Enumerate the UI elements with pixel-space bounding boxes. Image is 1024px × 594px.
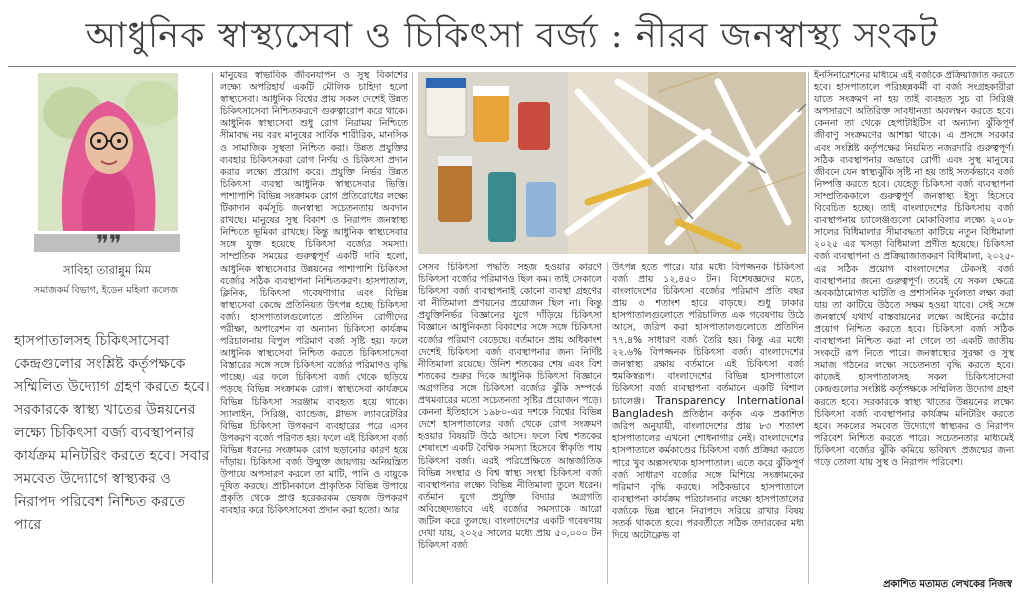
article-column-3 (612, 262, 804, 590)
opinion-disclaimer: প্রকাশিত মতামত লেখকের নিজস্ব (883, 579, 1012, 590)
author-name: সাবিহা তারান্নুম মিম (63, 263, 151, 277)
medical-waste-photo (418, 72, 806, 254)
author-department: সমাজকর্ম বিভাগ, ইডেন মহিলা কলেজ (33, 285, 179, 296)
column-divider (808, 72, 809, 584)
article-column-2: সেসব চিকিৎসা পদ্ধতি সহজ হওয়ার কারণে চিকিৎসা বর্জ্যের পরিমাণও ছিল কম। তাই সেকালে চিকিৎসা বর্জ্য ব্যবস্থাপনাই কোনো ব্যবস্থা গ্রহণের বা নীতিমালা প্রণয়নের প্রয়োজন ছিল না। কিন্তু প্রযুক্তিনির্ভর বিজ্ঞানের যুগে দাঁড়িয়ে চিকিৎসা বিজ্ঞানে আধুনিকতা বিকাশের সঙ্গে সঙ্গে চিকিৎসা বর্জ্যের পরিমাণ বেড়েছে। বর্তমানে প্রায় অধিকাংশ দেশেই চিকিৎসা বর্জ্য ব্যবস্থাপনার জন্য নির্দিষ্ট নীতিমালা রয়েছে। উনিশ শতকের শেষ এবং বিশ শতকের শুরুর দিকে আধুনিক চিকিৎসা বিজ্ঞানে অগ্রগতির সঙ্গে চিকিৎসা বর্জ্যের ঝুঁকি সম্পর্কে প্রথমবারের মতো সচেতনতা সৃষ্টির প্রয়োজন পড়ে। কেননা ইতিহাসে ১৯৮০-এর দশকে বিশ্বের বিভিন্ন দেশে হাসপাতালের বর্জ্য থেকে রোগ সংক্রমণ হওয়ার বিষয়টি উঠে আসে। ফলে বিশ্ব শতকের শেষাংশে একটি বৈশ্বিক সমস্যা হিসেবে স্বীকৃতি পায় চিকিৎসা বর্জ্য। এরই পরিপ্রেক্ষিতে আন্তর্জাতিক বিভিন্ন সংস্থার ও বিশ্ব স্বাস্থ্য সংস্থা চিকিৎসা বর্জ্য ব্যবস্থাপনার লক্ষ্যে বিভিন্ন নীতিমালা তুলে ধরেন। বর্তমান যুগে প্রযুক্তি বিদ্যার অগ্রগতি অবিচ্ছেদ্যভাবে এই বর্জ্যের সমস্যাকে আরো জটিল করে তুলছে। বাংলাদেশের একটি গবেষণায় দেখা যায়, ২০২৫ সালের মধ্যে প্রায় ৫০,০০০ টন চিকিৎসা বর্জ্য (418, 262, 602, 552)
article-column-4: ইনসিনারেশনের মাধ্যমে এই বর্জ্যকে প্রক্রিয়াজাত করতে হবে। হাসপাতালে পরিচ্ছন্নকর্মী বা বর্জ্য সংগ্রহকারীরা যাতে সংক্রমণ না হয় তাই ব্যবহৃত সুচ বা সিরিঞ্জ অপসারণে অতিরিক্ত সাবধানতা অবলম্বন করতে হবে। কেননা তা থেকে হেপাটাইটিস বা অন্যান্য ঝুঁকিপূর্ণ জীবাণু সংক্রমণের আশঙ্কা থাকে। এ প্রসঙ্গে সরকার এবং সংশ্লিষ্ট কর্তৃপক্ষের নিয়মিত নজরদারি গুরুত্বপূর্ণ। সঠিক ব্যবস্থাপনার অভাবে রোগী এবং সুস্থ মানুষের জীবনে যেন স্বাস্থ্যঝুঁকি সৃষ্টি না হয় তাই সতর্কভাবে বর্জ্য নিষ্পত্তি করতে হবে। যেহেতু চিকিৎসা বর্জ্য ব্যবস্থাপনা সাম্প্রতিককালে গুরুত্বপূর্ণ জনস্বাস্থ্য ইস্যু হিসেবে বিবেচিত হচ্ছে। তাই বাংলাদেশের চিকিৎসায় বর্জ্য ব্যবস্থাপনায় চ্যালেঞ্জগুলো মোকাবিলার লক্ষ্যে ২০০৮ সালের বিধিমালার সীমাবদ্ধতা কাটিয়ে নতুন বিধিমালা ২০২৫ এর খসড়া বিধিমালা প্রণীত হয়েছে। চিকিৎসা বর্জ্য ব্যবস্থাপনা ও প্রক্রিয়াজাতকরণ বিধিমালা, ২০২৫-এর সঠিক প্রয়োগ বাংলাদেশের টেকসই বর্জ্য ব্যবস্থাপনার জন্যে গুরুত্বপূর্ণ। তবেই যে সকল ক্ষেত্রে অবকাঠামোগত ঘাটতি ও প্রশাসনিক দুর্বলতা লক্ষ্য করা যায় তা কাটিয়ে উঠতে সক্ষম হওয়া যাবে। সেই সঙ্গে জনস্বার্থে যথার্থ বাস্তবায়নের লক্ষ্যে আইনের কঠোর প্রয়োগ নিশ্চিত করতে হবে। চিকিৎসা বর্জ্য সঠিক ব্যবস্থাপনা নিশ্চিত করা না গেলে তা একটি জাতীয় সংকটে রূপ নিতে পারে। জনস্বাস্থ্যের সুরক্ষা ও সুস্থ সমাজ গঠনের লক্ষ্যে সচেতনতা বৃদ্ধি করতে হবে। কাজেই হাসপাতালসহ সকল চিকিৎসাসেবা কেন্দ্রগুলোর সংশ্লিষ্ট কর্তৃপক্ষকে সম্মিলিত উদ্যোগ গ্রহণ করতে হবে। সরকারকে স্বাস্থ্য খাতের উন্নয়নের লক্ষ্যে চিকিৎসা বর্জ্য ব্যবস্থাপনার কার্যক্রম মনিটরিং করতে হবে। সকলের সমবেত উদ্যোগে স্বাস্থ্যকর ও নিরাপদ পরিবেশ নিশ্চিত করতে পারে। সচেতনতার মাধ্যমেই চিকিৎসা বর্জ্যের ঝুঁকি কমিয়ে ভবিষ্যৎ প্রজন্মের জন্য গড়ে তোলা যায় সুস্থ ও নিরাপদ পরিবেশ। (814, 70, 1014, 468)
quote-mark-icon: ❞❞ (96, 230, 122, 258)
organization-name: Transparency International Bangladesh (612, 395, 804, 421)
author-photo (38, 73, 178, 231)
column-divider (607, 262, 608, 584)
article-headline: আধুনিক স্বাস্থ্যসেবা ও চিকিৎসা বর্জ্য : নীরব জনস্বাস্থ্য সংকট (85, 16, 939, 56)
pull-quote-divider (212, 73, 213, 583)
pull-quote: হাসপাতালসহ চিকিৎসাসেবা কেন্দ্রগুলোর সংশ্লিষ্ট কর্তৃপক্ষকে সম্মিলিত উদ্যোগ গ্রহণ করতে হবে। সরকারকে স্বাস্থ্য খাতের উন্নয়নের লক্ষ্যে চিকিৎসা বর্জ্য ব্যবস্থাপনার কার্যক্রম মনিটরিং করতে হবে। সবার সমবেত উদ্যোগে স্বাস্থ্যকর ও নিরাপদ পরিবেশ নিশ্চিত করতে পারে (14, 333, 210, 533)
column-3-text-b: প্রতিষ্ঠান কর্তৃক এক প্রকাশিত জরিপ অনুযায়ী, বাংলাদেশের প্রায় ৮৩ শতাংশ হাসপাতালের এখনো শোধনাগার নেই। বাংলাদেশের হাসপাতালে কর্মকাণ্ডের চিকিৎসা বর্জ্য প্রক্রিয়া করতে পারে খুব অল্পসংখ্যক হাসপাতাল। এতে করে ঝুঁকিপূর্ণ বর্জ্য সাধারণ বর্জ্যের সঙ্গে মিশিয়ে সংক্রামকের পরিমাণ বৃদ্ধি করছে। সঠিকভাবে হাসপাতালে ব্যবস্থাপনা কার্যক্রম পরিচালনার লক্ষ্যে হাসপাতালের বর্জ্যকে ভিন্ন স্থানে নিরাপদে সরিয়ে রাখার বিষয় সতর্ক থাকতে হবে। পরবর্তীতে সঠিক তদারকের মধ্য দিয়ে অটোক্লেভ বা (612, 409, 804, 542)
column-3-text-a: উৎপন্ন হতে পারে। যার মধ্যে বিপজ্জনক চিকিৎসা বর্জ্য প্রায় ১২,৪৫০ টন। বিশেষজ্ঞদের মতে, বাংলাদেশের চিকিৎসা বর্জ্যের পরিমাণ প্রতি বছর প্রায় ৩ শতাংশ হারে বাড়ছে। শুধু ঢাকার হাসপাতালগুলোতে পরিচালিত এক গবেষণায় উঠে আসে, জরিপ করা হাসপাতালগুলোতে প্রতিদিন ৭৭.৪% সাধারণ বর্জ্য তৈরি হয়। কিন্তু এর মধ্যে ২২.৬% বিপজ্জনক চিকিৎসা বর্জ্য। বাংলাদেশের জনস্বাস্থ্য রক্ষায় বর্তমানে এই চিকিৎসা বর্জ্য হুমকিস্বরূপ। বাংলাদেশের বিভিন্ন হাসপাতালে চিকিৎসা বর্জ্য ব্যবস্থাপনা বর্তমানে একটি বিশাল চ্যালেঞ্জ। (612, 262, 804, 408)
column-divider (412, 72, 413, 584)
article-column-1: মানুষের স্বাভাবিক জীবনযাপন ও সুস্থ বিকাশের লক্ষ্যে অপরিহার্য একটি মৌলিক চাহিদা হলো স্বাস্থ্যসেবা। আধুনিক বিশ্বের প্রায় সকল দেশেই উন্নত চিকিৎসাসেবা নিশ্চিতকরণে গুরুত্বারোপ করে থাকে। আধুনিক স্বাস্থ্যসেবা শুধু রোগ নিরাময় নিশ্চিতে সীমাবদ্ধ নয় বরং মানুষের সার্বিক শারীরিক, মানসিক ও সামাজিক সুস্থতা নিশ্চিত করা। উন্নত প্রযুক্তির ব্যবহার চিকিৎসকরা রোগ নির্ণয় ও চিকিৎসা প্রদান করার লক্ষ্যে প্রয়োগ করে। প্রযুক্তি নির্ভর উন্নত চিকিৎসা ব্যবস্থা আধুনিক স্বাস্থ্যসেবার ভিত্তি। পাশাপাশি বিভিন্ন সংক্রামক রোগ প্রতিরোধের লক্ষ্যে টিকাদান কর্মসূচি জনস্বাস্থ্য সচেতনতায় অবদান রাখছে। মানুষের সুস্থ বিকাশ ও নিরাপদ জনস্বাস্থ্য নিশ্চিতে ভূমিকা রাখছে। কিন্তু আধুনিক স্বাস্থ্যসেবার সঙ্গে যুক্ত হয়েছে চিকিৎসা বর্জ্যের সমস্যা। সাম্প্রতিক সময়ের গুরুত্বপূর্ণ একটি দাবি হলো, আধুনিক স্বাস্থ্যসেবার উন্নয়নের পাশাপাশি চিকিৎসা বর্জ্যের সঠিক ব্যবস্থাপনা নিশ্চিতকরণ। হাসপাতাল, ক্লিনিক, চিকিৎসা গবেষণাগার এবং বিভিন্ন স্বাস্থ্যসেবা কেন্দ্রে প্রতিনিয়ত উৎপন্ন হচ্ছে চিকিৎসা বর্জ্য। হাসপাতালগুলোতে প্রতিদিন রোগীদের পরীক্ষা, অপারেশন বা অন্যান্য চিকিৎসা কার্যক্রম পরিচালনায় বিপুল পরিমাণ বর্জ্য সৃষ্টি হয়। ফলে আধুনিক স্বাস্থ্যসেবা নিশ্চিত করতে চিকিৎসাসেবা বিস্তারের সঙ্গে সঙ্গে চিকিৎসা বর্জ্যের পরিমাণও বৃদ্ধি পাচ্ছে। এর ফলে চিকিৎসা বর্জ্য থেকে ছড়িয়ে পড়ছে বিভিন্ন সংক্রামক রোগ। স্বাস্থ্যসেবা কার্যক্রমে বিভিন্ন চিকিৎসা সরঞ্জাম ব্যবহৃত হয়ে থাকে। স্যালাইন, সিরিঞ্জ, ব্যান্ডেজ, গ্লাভস ল্যাবরেটরির বিভিন্ন চিকিৎসা উপকরণ ব্যবহারের পরে এসব উপকরণ বর্জ্যে পরিণত হয়। ফলে এই চিকিৎসা বর্জ্য বিভিন্ন ধরনের সংক্রামক রোগ ছড়ানোর কারণ হয়ে দাঁড়ায়। চিকিৎসা বর্জ্য উন্মুক্ত জায়গায় অনিয়ন্ত্রিত উপায়ে অপসারণ করলে তা মাটি, পানি ও বায়ুকে দূষিত করছে। প্রাচীনকালে প্রাকৃতিক বিভিন্ন উপায়ে প্রকৃতি থেকে প্রাপ্ত হরেকরকম ভেষজ উপকরণ ব্যবহার করে চিকিৎসাসেবা প্রদান করা হতো। আর (220, 70, 408, 517)
headline-divider (8, 66, 1016, 67)
